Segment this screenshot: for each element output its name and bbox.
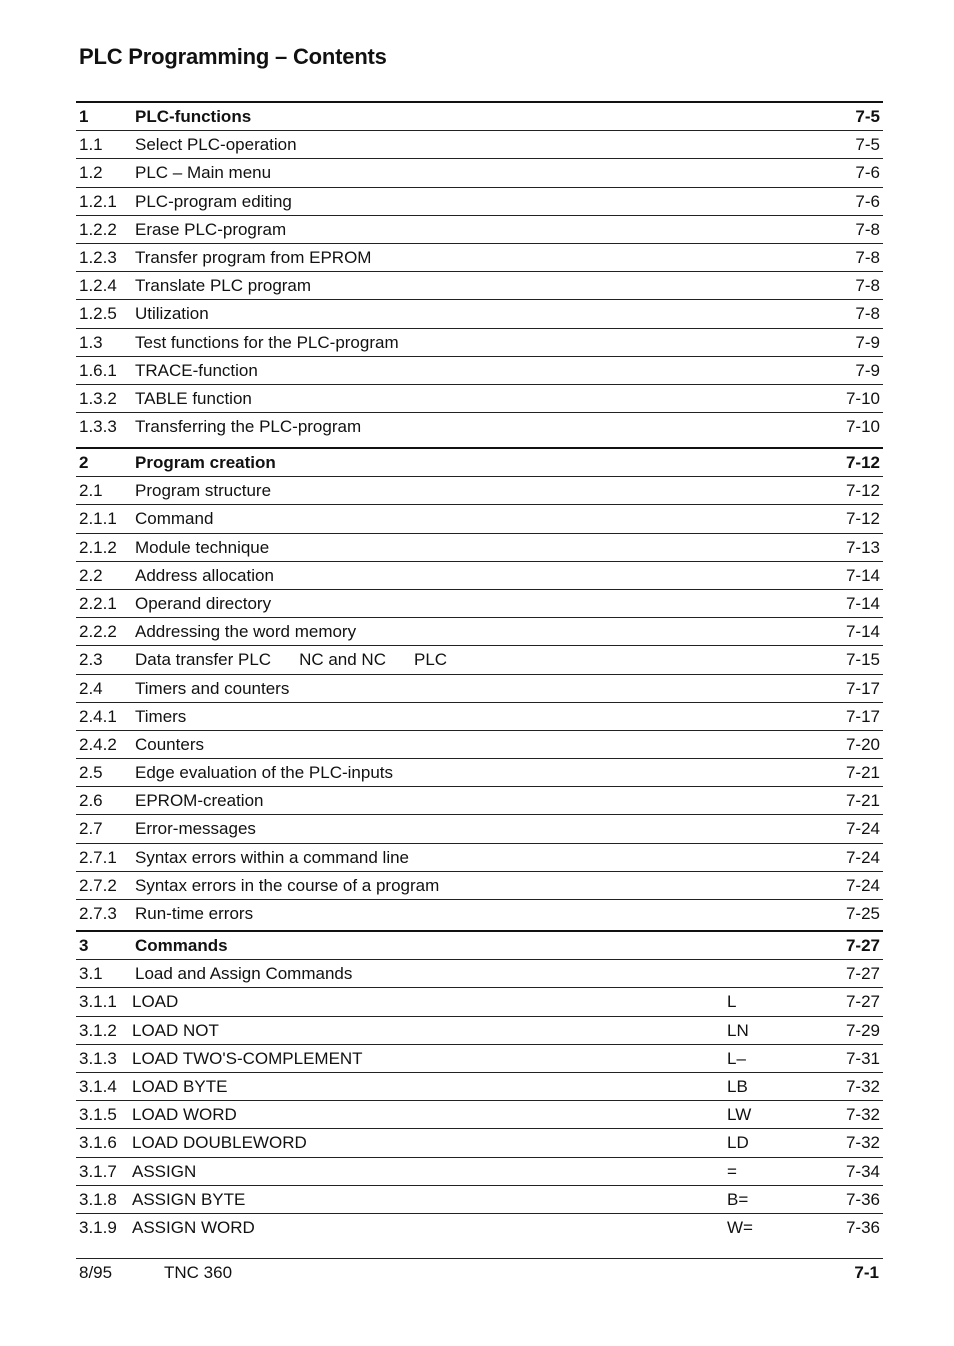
toc-row xyxy=(76,675,883,703)
footer-model: TNC 360 xyxy=(164,1263,233,1282)
entry-title: Program structure xyxy=(135,481,272,501)
entry-number: 1.3.2 xyxy=(79,388,117,408)
command-abbreviation: LD xyxy=(727,1133,749,1153)
section-title: Program creation xyxy=(135,453,276,472)
page-ref: 7-9 xyxy=(855,360,880,380)
toc-row xyxy=(76,562,883,590)
toc-row xyxy=(76,1101,883,1129)
entry-title: Erase PLC-program xyxy=(135,219,287,239)
entry-title: LOAD xyxy=(132,992,179,1012)
section-title: Commands xyxy=(135,936,228,955)
toc-row xyxy=(76,1158,883,1186)
entry-title-part: Data transfer PLC xyxy=(135,650,272,670)
entry-number: 3.1.1 xyxy=(79,992,117,1012)
page-ref: 7-34 xyxy=(845,1161,880,1181)
page-ref: 7-8 xyxy=(855,276,880,296)
footer-page-number: 7-1 xyxy=(854,1263,879,1282)
toc-row xyxy=(76,590,883,618)
entry-title: Timers and counters xyxy=(135,678,290,698)
toc-row xyxy=(76,759,883,787)
entry-title: TABLE function xyxy=(135,388,252,408)
toc-row xyxy=(76,1045,883,1073)
toc-row xyxy=(76,329,883,357)
toc-row xyxy=(76,844,883,872)
section-heading-row xyxy=(76,449,883,477)
page-ref: 7-8 xyxy=(855,219,880,239)
page-ref: 7-8 xyxy=(855,247,880,267)
page-ref: 7-12 xyxy=(845,481,880,501)
toc-row xyxy=(76,1186,883,1214)
command-abbreviation: W= xyxy=(727,1217,753,1237)
page-ref: 7-24 xyxy=(845,875,880,895)
entry-title-part: NC and NC xyxy=(299,650,386,670)
command-abbreviation: L– xyxy=(727,1048,746,1068)
page-ref: 7-32 xyxy=(845,1076,880,1096)
page-ref: 7-31 xyxy=(845,1048,880,1068)
entry-number: 2.7.3 xyxy=(79,904,117,923)
entry-number: 2.6 xyxy=(79,791,103,811)
entry-number: 1.2.1 xyxy=(79,191,117,211)
command-abbreviation: LB xyxy=(727,1076,748,1096)
entry-number: 3.1.6 xyxy=(79,1133,117,1153)
page-ref: 7-9 xyxy=(855,332,880,352)
page-ref: 7-20 xyxy=(845,734,880,754)
entry-title: Counters xyxy=(135,734,204,754)
toc-row xyxy=(76,534,883,562)
entry-number: 2.2.2 xyxy=(79,622,117,642)
toc-row xyxy=(76,131,883,159)
entry-title: EPROM-creation xyxy=(135,791,264,811)
command-abbreviation: B= xyxy=(727,1189,749,1209)
entry-title: LOAD BYTE xyxy=(132,1076,228,1096)
entry-number: 2.1.1 xyxy=(79,509,117,529)
entry-title: ASSIGN xyxy=(132,1161,197,1181)
entry-number: 1.3 xyxy=(79,332,103,352)
footer-divider xyxy=(76,1258,883,1259)
page-ref: 7-17 xyxy=(845,678,880,698)
entry-number: 3.1.5 xyxy=(79,1105,117,1125)
page-ref: 7-6 xyxy=(855,163,880,183)
toc-row xyxy=(76,1214,883,1241)
page-ref: 7-14 xyxy=(845,593,880,613)
entry-number: 1.2.2 xyxy=(79,219,117,239)
command-abbreviation: L xyxy=(727,992,737,1012)
entry-title: Utilization xyxy=(135,304,209,324)
entry-number: 3.1.3 xyxy=(79,1048,117,1068)
entry-number: 2.2 xyxy=(79,565,103,585)
entry-title: Run-time errors xyxy=(135,904,254,923)
entry-title: Command xyxy=(135,509,214,529)
toc-row xyxy=(76,1073,883,1101)
entry-title: PLC-program editing xyxy=(135,191,292,211)
entry-title: LOAD TWO'S-COMPLEMENT xyxy=(132,1048,363,1068)
toc-row xyxy=(76,413,883,440)
page-ref: 7-13 xyxy=(845,537,880,557)
entry-number: 2.1 xyxy=(79,481,103,501)
toc-row xyxy=(76,159,883,187)
page-ref: 7-17 xyxy=(845,706,880,726)
toc-row xyxy=(76,272,883,300)
toc-row xyxy=(76,357,883,385)
entry-title: Syntax errors in the course of a program xyxy=(135,875,440,895)
section-number: 2 xyxy=(79,453,89,472)
entry-number: 2.4.2 xyxy=(79,734,117,754)
toc-row xyxy=(76,300,883,328)
page-ref: 7-36 xyxy=(845,1189,880,1209)
contents-section-2 xyxy=(76,447,883,927)
entry-title: LOAD DOUBLEWORD xyxy=(132,1133,307,1153)
toc-row xyxy=(76,385,883,413)
toc-row xyxy=(76,900,883,927)
entry-title: TRACE-function xyxy=(135,360,258,380)
entry-number: 2.3 xyxy=(79,650,103,670)
entry-title: Edge evaluation of the PLC-inputs xyxy=(135,763,394,783)
entry-title: Error-messages xyxy=(135,819,256,839)
section-heading-row xyxy=(76,103,883,131)
page-ref: 7-27 xyxy=(845,964,880,984)
entry-number: 3.1.8 xyxy=(79,1189,117,1209)
entry-number: 2.5 xyxy=(79,763,103,783)
page-ref: 7-10 xyxy=(845,388,880,408)
page-ref: 7-14 xyxy=(845,565,880,585)
entry-number: 2.7.2 xyxy=(79,875,117,895)
page-ref: 7-10 xyxy=(845,417,880,437)
page-ref: 7-6 xyxy=(855,191,880,211)
entry-title: Module technique xyxy=(135,537,270,557)
page-ref: 7-8 xyxy=(855,304,880,324)
toc-row xyxy=(76,815,883,843)
toc-row xyxy=(76,731,883,759)
entry-title: Transferring the PLC-program xyxy=(135,417,362,437)
toc-row xyxy=(76,505,883,533)
toc-row xyxy=(76,244,883,272)
entry-title: Transfer program from EPROM xyxy=(135,247,372,267)
entry-number: 1.2.4 xyxy=(79,276,117,296)
entry-number: 1.3.3 xyxy=(79,417,117,437)
toc-row xyxy=(76,618,883,646)
page-ref: 7-27 xyxy=(845,992,880,1012)
entry-number: 3.1.7 xyxy=(79,1161,117,1181)
entry-number: 1.2.5 xyxy=(79,304,117,324)
page-ref: 7-36 xyxy=(845,1217,880,1237)
entry-title: Address allocation xyxy=(135,565,274,585)
toc-row xyxy=(76,988,883,1016)
footer-date: 8/95 xyxy=(79,1263,113,1282)
toc-row xyxy=(76,872,883,900)
entry-title: PLC – Main menu xyxy=(135,163,272,183)
entry-number: 2.2.1 xyxy=(79,593,117,613)
page-ref: 7-32 xyxy=(845,1105,880,1125)
entry-number: 2.1.2 xyxy=(79,537,117,557)
entry-number: 3.1 xyxy=(79,964,103,984)
page-ref: 7-12 xyxy=(845,453,880,472)
page-ref: 7-25 xyxy=(845,904,880,923)
toc-row xyxy=(76,787,883,815)
section-heading-row xyxy=(76,932,883,960)
entry-number: 1.1 xyxy=(79,135,103,155)
entry-title: Select PLC-operation xyxy=(135,135,297,155)
page-ref: 7-21 xyxy=(845,763,880,783)
page-ref: 7-12 xyxy=(845,509,880,529)
entry-number: 1.2.3 xyxy=(79,247,117,267)
toc-row xyxy=(76,477,883,505)
page-ref: 7-27 xyxy=(845,936,880,955)
entry-title xyxy=(135,650,447,670)
entry-number: 3.1.9 xyxy=(79,1217,117,1237)
contents-section-1 xyxy=(76,101,883,440)
page-ref: 7-14 xyxy=(845,622,880,642)
entry-title: Operand directory xyxy=(135,593,272,613)
toc-row xyxy=(76,188,883,216)
entry-number: 2.4.1 xyxy=(79,706,117,726)
entry-number: 2.7.1 xyxy=(79,847,117,867)
page-ref: 7-5 xyxy=(855,107,880,126)
command-abbreviation: LN xyxy=(727,1020,749,1040)
contents-section-3 xyxy=(76,930,883,1241)
entry-title: Load and Assign Commands xyxy=(135,964,353,984)
toc-row xyxy=(76,960,883,988)
entry-number: 3.1.4 xyxy=(79,1076,117,1096)
entry-title: Translate PLC program xyxy=(135,276,312,296)
entry-title: ASSIGN WORD xyxy=(132,1217,255,1237)
entry-title: ASSIGN BYTE xyxy=(132,1189,246,1209)
page-ref: 7-24 xyxy=(845,847,880,867)
toc-row xyxy=(76,1017,883,1045)
command-abbreviation: = xyxy=(727,1161,737,1181)
toc-row xyxy=(76,703,883,731)
toc-row xyxy=(76,216,883,244)
page-ref: 7-29 xyxy=(845,1020,880,1040)
page-ref: 7-21 xyxy=(845,791,880,811)
entry-title: Addressing the word memory xyxy=(135,622,357,642)
section-number: 3 xyxy=(79,936,89,955)
entry-number: 2.4 xyxy=(79,678,103,698)
entry-title: LOAD NOT xyxy=(132,1020,219,1040)
entry-number: 3.1.2 xyxy=(79,1020,117,1040)
toc-row xyxy=(76,646,883,674)
entry-title-part: PLC xyxy=(413,650,448,670)
entry-title: Timers xyxy=(135,706,187,726)
section-title: PLC-functions xyxy=(135,107,252,126)
page-title: PLC Programming – Contents xyxy=(79,44,387,69)
page-ref: 7-24 xyxy=(845,819,880,839)
entry-title: Test functions for the PLC-program xyxy=(135,332,399,352)
section-number: 1 xyxy=(79,107,89,126)
entry-number: 1.6.1 xyxy=(79,360,117,380)
toc-row xyxy=(76,1129,883,1157)
entry-title: LOAD WORD xyxy=(132,1105,237,1125)
command-abbreviation: LW xyxy=(727,1105,752,1125)
entry-number: 2.7 xyxy=(79,819,103,839)
page-ref: 7-5 xyxy=(855,135,880,155)
entry-number: 1.2 xyxy=(79,163,103,183)
entry-title: Syntax errors within a command line xyxy=(135,847,410,867)
page-ref: 7-32 xyxy=(845,1133,880,1153)
page-ref: 7-15 xyxy=(845,650,880,670)
